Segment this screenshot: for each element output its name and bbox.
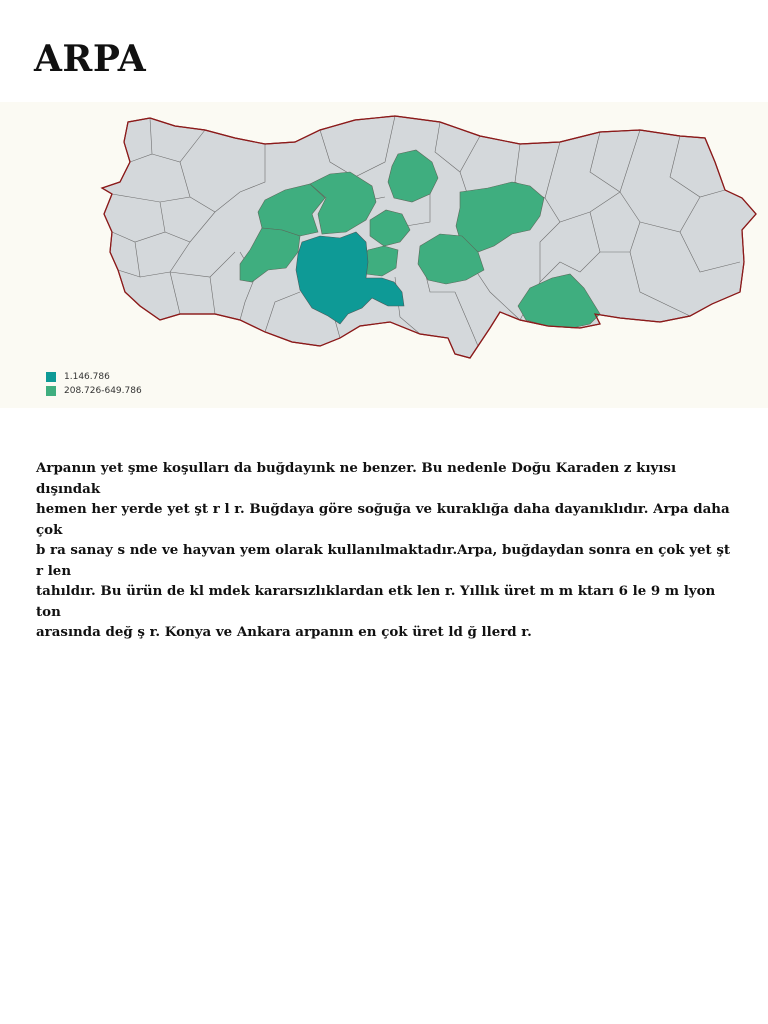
legend-label: 1.146.786 <box>64 372 110 382</box>
page-title: ARPA <box>34 38 147 80</box>
legend-swatch-mid <box>46 386 56 396</box>
map-svg <box>0 102 768 408</box>
body-paragraph: Arpanın yet şme koşulları da buğdayınk ne benzer. Bu nedenle Doğu Karaden z kıyısı dışındak hemen her yerde yet şt r l r. Buğdaya göre soğuğa ve kuraklığa daha dayanıklıdır. Arpa daha çok b ra sanay s nde ve hayvan yem olarak kullanılmaktadır.Arpa, buğdaydan sonra en çok yet şt r len tahıldır. Bu ürün de kl mdek kararsızlıklardan etk len r. Yıllık üret m m ktarı 6 le 9 m lyon ton arasında değ ş r. Konya ve Ankara arpanın en çok üret ld ğ llerd r. <box>36 460 731 640</box>
turkey-barley-map <box>0 102 768 408</box>
legend-swatch-high <box>46 372 56 382</box>
legend-label: 208.726-649.786 <box>64 386 142 396</box>
map-legend <box>46 370 142 398</box>
legend-item <box>46 384 142 398</box>
legend-item <box>46 370 142 384</box>
